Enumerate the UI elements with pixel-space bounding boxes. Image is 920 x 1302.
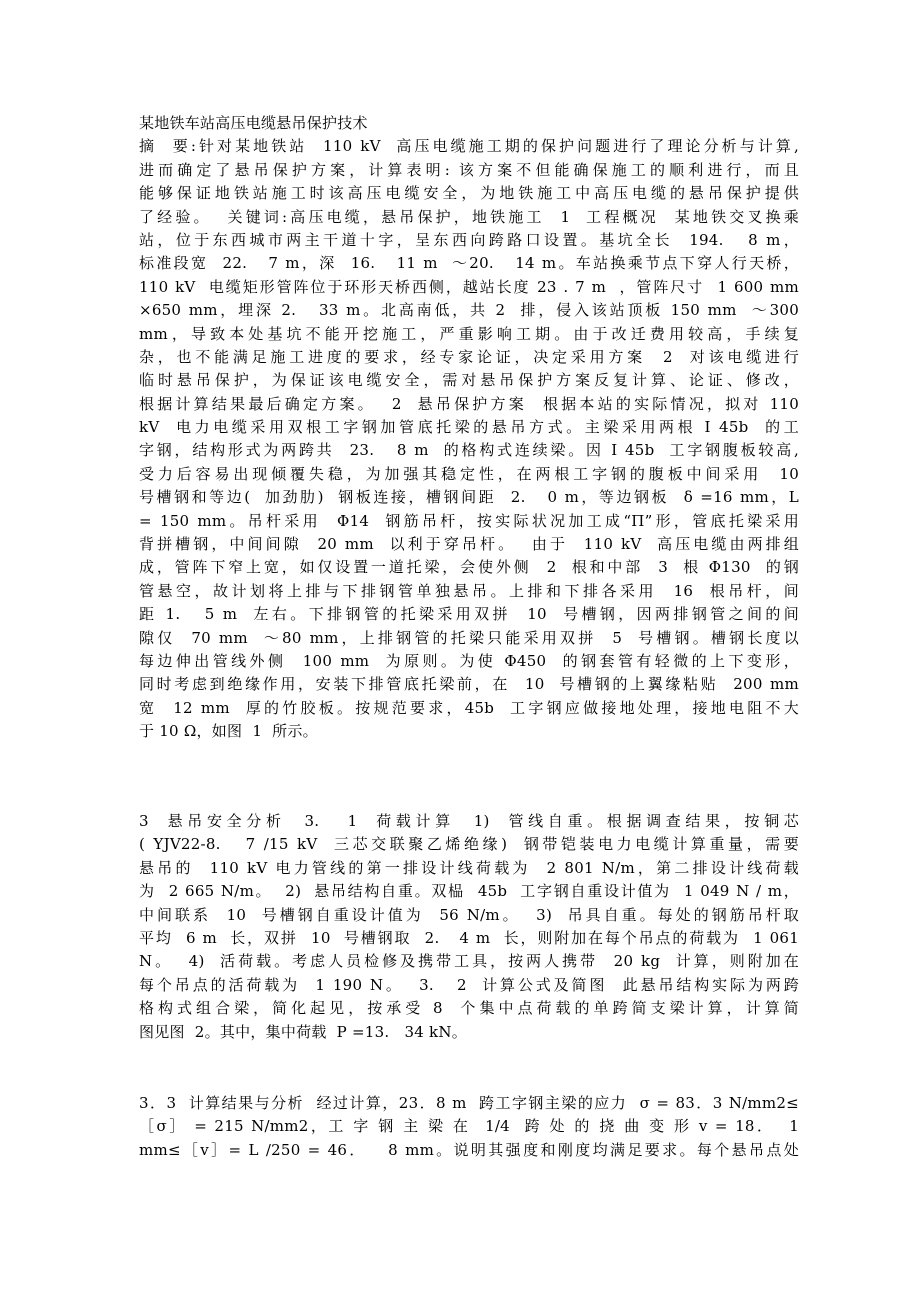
text-line: ×650 mm，埋深 2. 33 m。北高南低，共 2 排，侵入该站顶板 150 mm ～300 bbox=[139, 301, 799, 320]
text-line: 同时考虑到绝缘作用，安装下排管底托梁前，在 10 号槽钢的上翼缘粘贴 200 mm bbox=[139, 675, 799, 694]
text-line: 临时悬吊保护，为保证该电缆安全，需对悬吊保护方案反复计算、论证、修改， bbox=[139, 371, 799, 390]
paragraph-section-1 bbox=[139, 112, 799, 744]
text-line: kV 电力电缆采用双根工字钢加管底托梁的悬吊方式。主梁采用两根 I 45b 的工 bbox=[139, 418, 799, 437]
text-line: 能够保证地铁站施工时该高压电缆安全，为地铁施工中高压电缆的悬吊保护提供 bbox=[139, 184, 799, 203]
text-line: ( YJV22-8. 7 /15 kV 三芯交联聚乙烯绝缘) 钢带铠装电力电缆计算重量，需要 bbox=[139, 835, 799, 854]
text-line: 距 1. 5 m 左右。下排钢管的托梁采用双拼 10 号槽钢，因两排钢管之间的间 bbox=[139, 605, 799, 624]
text-line: 每个吊点的活荷载为 1 190 N。 3. 2 计算公式及简图 此悬吊结构实际为两跨 bbox=[139, 975, 799, 994]
text-line: 隙仅 70 mm ～80 mm，上排钢管的托梁只能采用双拼 5 号槽钢。槽钢长度以 bbox=[139, 628, 799, 647]
text-line: 110 kV 电缆矩形管阵位于环形天桥西侧，越站长度 23 . 7 m ，管阵尺寸 1 600 mm bbox=[139, 277, 799, 296]
paragraph-section-3 bbox=[139, 1092, 799, 1162]
text-line: 悬吊的 110 kV 电力管线的第一排设计线荷载为 2 801 N/m，第二排设计线荷载 bbox=[139, 858, 799, 877]
text-line: 管悬空，故计划将上排与下排钢管单独悬吊。上排和下排各采用 16 根吊杆，间 bbox=[139, 581, 799, 600]
text-line: 根据计算结果最后确定方案。 2 悬吊保护方案 根据本站的实际情况，拟对 110 bbox=[139, 394, 799, 413]
text-line: 站，位于东西城市两主干道十字，呈东西向跨路口设置。基坑全长 194. 8 m， bbox=[139, 230, 799, 249]
document-title: 某地铁车站高压电缆悬吊保护技术 bbox=[139, 114, 368, 132]
text-line: ［σ］ = 215 N/mm2，工 字 钢 主 梁 在 1/4 跨 处 的 挠 曲 变 形 v = 18． 1 bbox=[139, 1117, 799, 1136]
text-line: 为 2 665 N/m。 2) 悬吊结构自重。双榀 45b 工字钢自重设计值为 1 049 N / m， bbox=[139, 882, 799, 901]
text-line: 宽 12 mm 厚的竹胶板。按规范要求，45b 工字钢应做接地处理，接地电阻不大 bbox=[139, 698, 799, 717]
text-line: 平均 6 m 长，双拼 10 号槽钢取 2. 4 m 长，则附加在每个吊点的荷载为 1 061 bbox=[139, 928, 799, 947]
text-line: mm≤［v］= L /250 = 46． 8 mm。说明其强度和刚度均满足要求。每个悬吊点处 bbox=[139, 1140, 799, 1159]
text-line: 图见图 2。其中，集中荷载 P =13. 34 kN。 bbox=[139, 1022, 468, 1041]
text-line: 中间联系 10 号槽钢自重设计值为 56 N/m。 3) 吊具自重。每处的钢筋吊杆取 bbox=[139, 905, 799, 924]
text-line: 于 10 Ω，如图 1 所示。 bbox=[139, 722, 318, 741]
text-line: N。 4) 活荷载。考虑人员检修及携带工具，按两人携带 20 kg 计算，则附加在 bbox=[139, 952, 799, 971]
text-line: 号槽钢和等边( 加劲肋) 钢板连接，槽钢间距 2. 0 m，等边钢板 δ =16 mm，L bbox=[139, 488, 799, 507]
text-line: 标准段宽 22. 7 m，深 16. 11 m ～20. 14 m。车站换乘节点下穿人行天桥， bbox=[139, 254, 799, 273]
text-line: 进而确定了悬吊保护方案，计算表明: 该方案不但能确保施工的顺利进行，而且 bbox=[139, 160, 799, 179]
text-line: = 150 mm。吊杆采用 Φ14 钢筋吊杆，按实际状况加工成“Π”形，管底托梁采用 bbox=[139, 511, 799, 530]
text-line: mm，导致本处基坑不能开挖施工，严重影响工期。由于改迁费用较高，手续复 bbox=[139, 324, 799, 343]
text-line: 受力后容易出现倾覆失稳，为加强其稳定性，在两根工字钢的腹板中间采用 10 bbox=[139, 464, 799, 483]
text-line: 摘 要:针对某地铁站 110 kV 高压电缆施工期的保护问题进行了理论分析与计算, bbox=[139, 137, 799, 156]
text-line: 格构式组合梁，简化起见，按承受 8 个集中点荷载的单跨简支梁计算，计算简 bbox=[139, 999, 799, 1018]
text-line: 每边伸出管线外侧 100 mm 为原则。为使 Φ450 的钢套管有轻微的上下变形， bbox=[139, 651, 799, 670]
text-line: 杂，也不能满足施工进度的要求，经专家论证，决定采用方案 2 对该电缆进行 bbox=[139, 347, 799, 366]
text-line: 字钢，结构形式为两跨共 23. 8 m 的格构式连续梁。因 I 45b 工字钢腹板较高, bbox=[139, 441, 799, 460]
text-line: 3．3 计算结果与分析 经过计算，23．8 m 跨工字钢主梁的应力 σ = 83．3 N/mm2≤ bbox=[139, 1094, 799, 1112]
text-line: 3 悬吊安全分析 3. 1 荷载计算 1) 管线自重。根据调查结果，按铜芯 bbox=[139, 812, 799, 830]
text-line: 了经验。 关键词:高压电缆，悬吊保护，地铁施工 1 工程概况 某地铁交叉换乘 bbox=[139, 207, 799, 226]
paragraph-section-2 bbox=[139, 810, 799, 1044]
text-line: 背拼槽钢，中间间隙 20 mm 以利于穿吊杆。 由于 110 kV 高压电缆由两排组 bbox=[139, 535, 799, 554]
text-line: 成，管阵下窄上宽，如仅设置一道托梁，会使外侧 2 根和中部 3 根 Φ130 的钢 bbox=[139, 558, 799, 577]
